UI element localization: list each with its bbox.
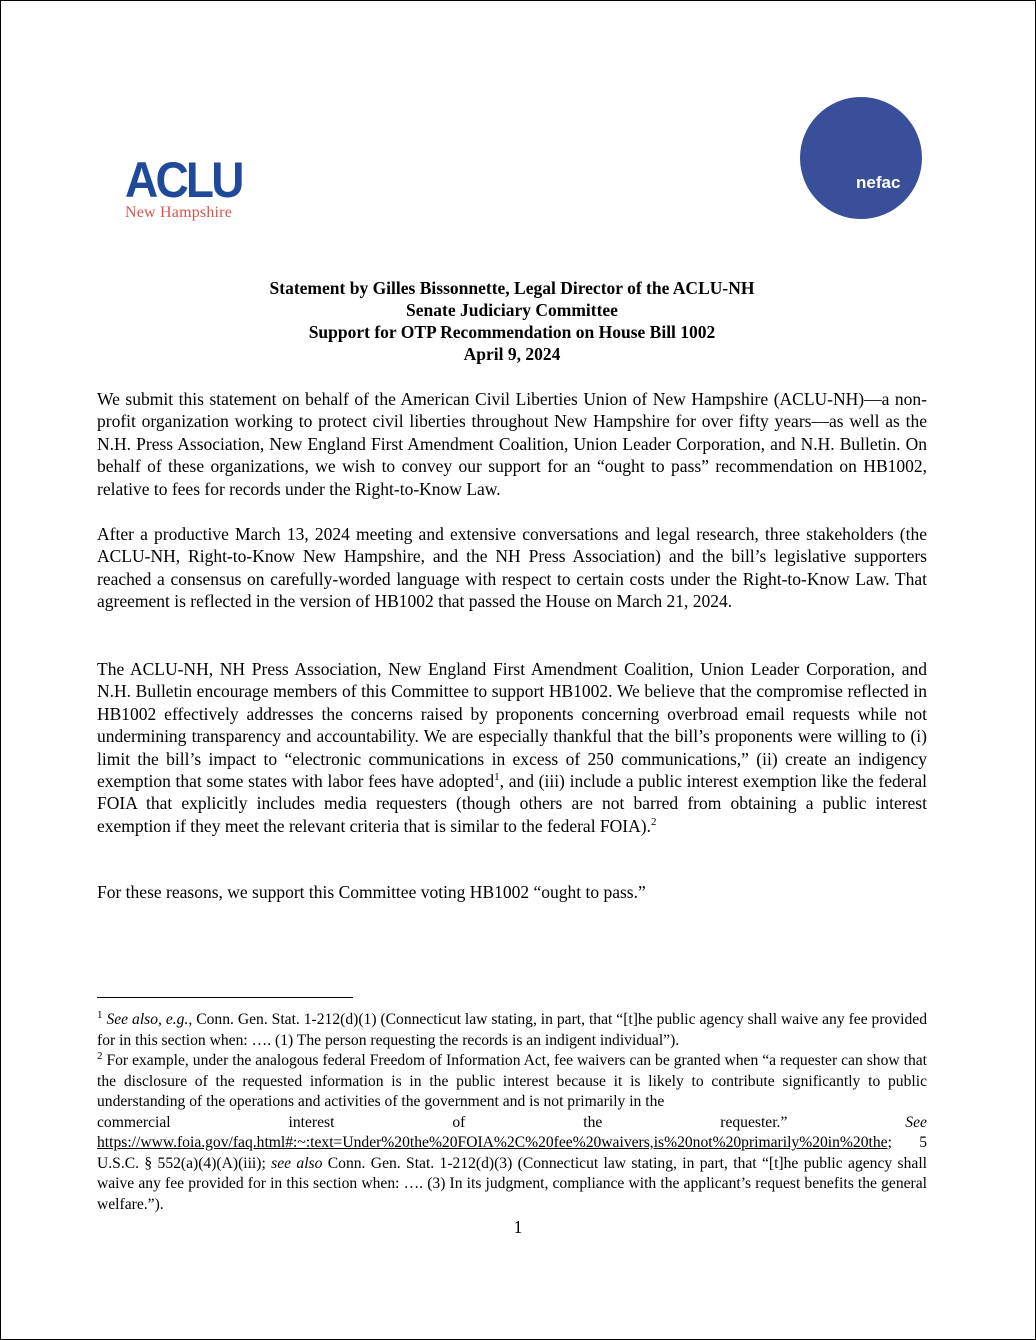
title-line-1: Statement by Gilles Bissonnette, Legal Director of the ACLU-NH [269,278,755,298]
footnote-1-signal: See also, e.g., [106,1011,193,1028]
nefac-logo [800,97,922,219]
paragraph-2: After a productive March 13, 2024 meeting and extensive conversations and legal research, three stakeholders (the ACLU-NH, Right-to-Know New Hampshire, and the NH Press Association) and the bill’s legislative supporters reached a consensus on carefully-worded language with respect to certain costs under the Right-to-Know Law. That agreement is reflected in the version of HB1002 that passed the House on March 21, 2024. [97,524,927,612]
footnote-2-word: the [583,1113,603,1131]
paragraph-3 [97,658,927,837]
paragraph-3-part-b: , and (iii) include a public interest exemption like the federal FOIA that explicitly includes media requesters (though others are not barred from obtaining a public interest exemption if they meet the relevant criteria that is similar to the federal FOIA). [97,771,927,836]
footnote-2-word: interest [288,1113,335,1131]
aclu-nh-logo [125,152,245,222]
footnote-2-tail: Conn. Gen. Stat. 1-212(d)(3) (Connecticut law stating, in part, that “[t]he public agency shall waive any fee provided for in this section when: …. (3) In its judgment, compliance with the applicant’s request benefits the general welfare.”). [97,1154,927,1213]
paragraph-4: For these reasons, we support this Committee voting HB1002 “ought to pass.” [97,882,646,902]
footnotes [97,1010,927,1215]
aclu-logo-wordmark: ACLU [125,152,242,208]
foia-faq-link[interactable]: https://www.foia.gov/faq.html#:~:text=Under%20the%20FOIA%2C%20fee%20waivers,is%20not%20primarily%20in%20the [97,1134,888,1151]
title-line-2: Senate Judiciary Committee [406,300,618,320]
footnote-2-text: For example, under the analogous federal Freedom of Information Act, fee waivers can be granted when “a requester can show that the disclosure of the requested information is in the public interest because it is likely to contribute significantly to public understanding of the operations and activities of the government and is not primarily in the [97,1052,927,1110]
footnote-1-number: 1 [97,1008,103,1021]
footnote-2-word: commercial [97,1113,171,1131]
paragraph-3-part-a: The ACLU-NH, NH Press Association, New England First Amendment Coalition, Union Leader Corporation, and N.H. Bulletin encourage members of this Committee to support HB1002. We believe that the compromise reflected in HB1002 effectively addresses the concerns raised by proponents concerning overbroad email requests while not undermining transparency and accountability. We are especially thankful that the bill’s proponents were willing to (i) limit the bill’s impact to “electronic communications in excess of 250 communications,” (ii) create an indigency exemption that some states with labor fees have adopted [97,659,927,792]
title-line-3: Support for OTP Recommendation on House Bill 1002 [308,322,716,342]
footnote-2-justified-line [97,1113,927,1134]
nefac-logo-text: nefac [856,173,901,192]
footnote-2-continued [97,1133,927,1215]
footnote-2-citation: ; 5 U.S.C. § 552(a)(4)(A)(iii); [97,1134,927,1172]
footnote-separator [97,997,353,998]
footnote-2-see-also: see also [271,1154,323,1172]
title-line-4: April 9, 2024 [463,344,561,364]
footnote-2-word: of [452,1113,466,1131]
footnote-1-text: Conn. Gen. Stat. 1-212(d)(1) (Connecticut law stating, in part, that “[t]he public agency shall waive any fee provided for in this section when: …. (1) The person requesting the records is an indigent individual”). [97,1011,927,1049]
statement-title [97,277,927,365]
paragraph-1: We submit this statement on behalf of the American Civil Liberties Union of New Hampshire (ACLU-NH)—a non-profit organization working to protect civil liberties throughout New Hampshire for over fifty years—as well as the N.H. Press Association, New England First Amendment Coalition, Union Leader Corporation, and N.H. Bulletin. On behalf of these organizations, we wish to convey our support for an “ought to pass” recommendation on HB1002, relative to fees for records under the Right-to-Know Law. [97,389,927,499]
footnote-2-number: 2 [97,1049,103,1062]
footnote-1 [97,1010,927,1051]
footnote-2-see: See [905,1113,927,1131]
footnote-2 [97,1051,927,1113]
footnote-2-word: requester.” [720,1113,788,1131]
footnote-ref-1[interactable]: 1 [494,771,500,784]
footnote-ref-2[interactable]: 2 [650,816,657,829]
page-number: 1 [513,1217,523,1237]
aclu-logo-subtitle: New Hampshire [125,204,233,221]
